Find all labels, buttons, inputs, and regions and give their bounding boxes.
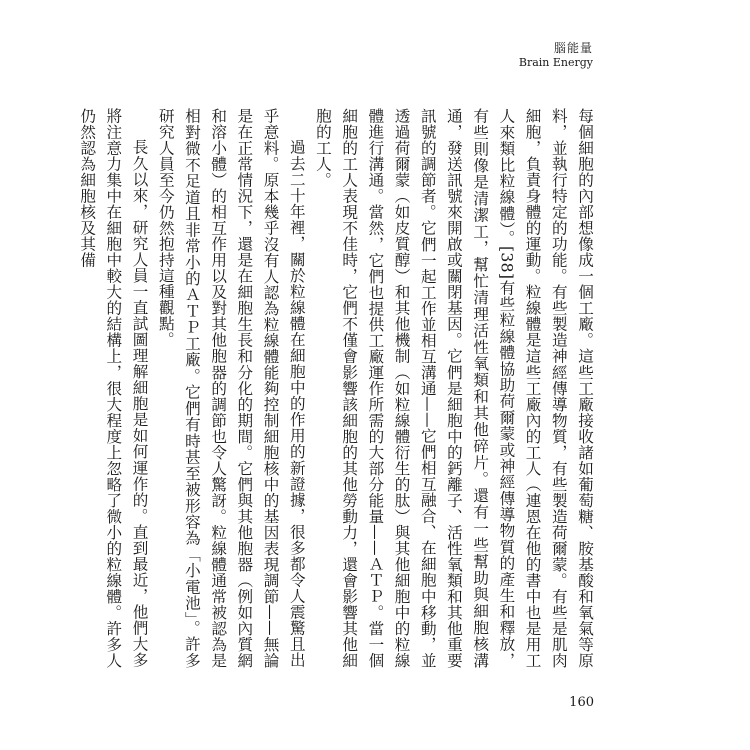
book-title-chinese: 腦能量 <box>553 41 593 55</box>
page-number: 160 <box>569 695 594 710</box>
paragraph-2: 過去二十年裡，關於粒線體在細胞中的作用的新證據，很多都令人震驚且出乎意料。原本幾乎沒有人認為粒線體能夠控制細胞核中的基因表現調節——無論是在正常情況下，還是在細胞生長和分化的期間。它們與其他胞器（例如內質網和溶小體）的相互作用以及對其他胞器的調節也令人驚訝。粒線體通常被認為是相對微不足道且非常小的ＡＴＰ工廠。它們有時甚至被形容為「小電池」。許多研究人員至今仍然抱持這種觀點。 <box>156 108 306 668</box>
vertical-body-text <box>78 108 598 668</box>
paragraph-1: 每個細胞的內部想像成一個工廠。這些工廠接收諸如葡萄糖、胺基酸和氧氣等原料，並執行特定的功能。有些製造神經傳導物質，有些製造荷爾蒙。有些是肌肉細胞，負責身體的運動。粒線體是這些工廠內的工人（連恩在他的書中也是用工人來類比粒線體）。[38]有些粒線體協助荷爾蒙或神經傳導物質的產生和釋放，有些則像是清潔工，幫忙清理活性氧類和其他碎片。還有一些幫助與細胞核溝通，發送訊號來開啟或關閉基因。它們是細胞中的鈣離子、活性氧類和其他重要訊號的調節者。它們一起工作並相互溝通——它們相互融合、在細胞中移動，並透過荷爾蒙（如皮質醇）和其他機制（如粒線體衍生的肽）與其他細胞中的粒線體進行溝通。當然，它們也提供工廠運作所需的大部分能量——ＡＴＰ。當一個細胞的工人表現不佳時，它們不僅會影響該細胞的其他勞動力，還會影響其他細胞的工人。 <box>313 108 594 668</box>
running-header <box>519 40 593 71</box>
book-title-english: Brain Energy <box>518 56 593 70</box>
paragraph-3: 長久以來，研究人員一直試圖理解細胞是如何運作的。直到最近，他們大多將注意力集中在細胞中較大的結構上，很大程度上忽略了微小的粒線體。許多人仍然認為細胞核及其備 <box>78 108 149 668</box>
